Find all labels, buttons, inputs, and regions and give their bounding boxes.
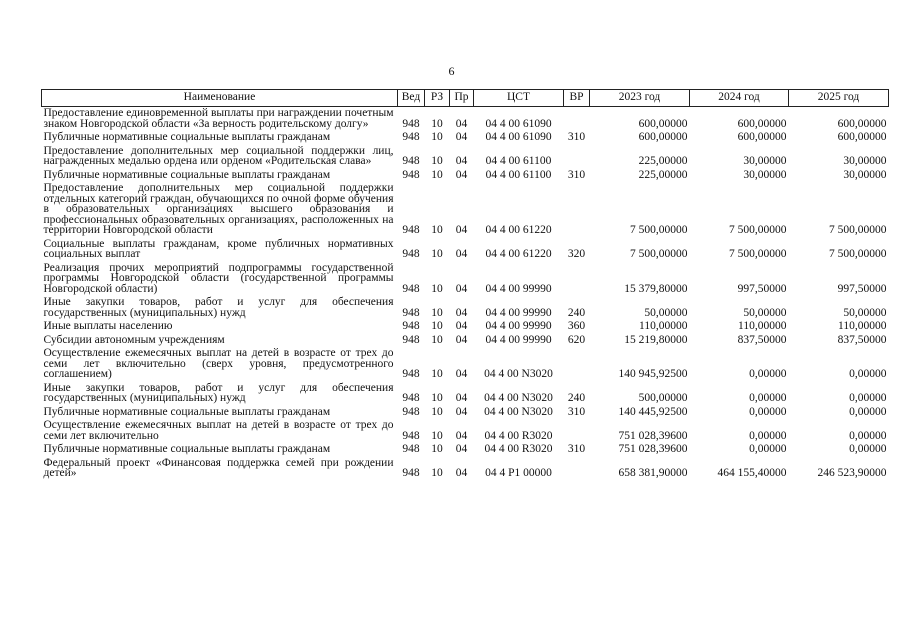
cell-y2024: 997,50000 (737, 282, 787, 295)
cell-cst: 04 4 00 N3020 (484, 368, 553, 380)
cell-cst: 04 4 00 99990 (485, 282, 552, 295)
cell-y2023: 600,00000 (638, 117, 688, 130)
cell-vr: 360 (567, 320, 586, 332)
cell-vr (564, 347, 590, 382)
cell-cst: 04 4 P1 00000 (485, 467, 552, 479)
cell-rz: 10 (431, 443, 443, 455)
cell-name: Иные закупки товаров, работ и услуг для обеспечения государственных (муниципальных) нужд (43, 381, 394, 404)
cell-name: Осуществление ежемесячных выплат на детей в возрасте от трех до семи лет включительно (43, 419, 394, 442)
cell-ved: 948 (402, 224, 420, 236)
cell-ved: 948 (402, 429, 420, 442)
cell-pr: 04 (455, 306, 468, 319)
header-rz: РЗ (425, 90, 450, 107)
cell-pr: 04 (455, 155, 468, 167)
cell-rz: 10 (431, 320, 443, 332)
cell-cst: 04 4 00 61100 (485, 155, 552, 167)
cell-y2023: 600,00000 (638, 131, 688, 143)
cell-rz: 10 (431, 117, 443, 130)
cell-y2025: 0,00000 (849, 405, 887, 418)
cell-rz: 10 (431, 131, 443, 143)
table-row (42, 406, 889, 420)
cell-cst: 04 4 00 99990 (485, 306, 552, 319)
cell-vr (564, 107, 590, 132)
cell-y2023: 658 381,90000 (618, 467, 688, 479)
table-row (42, 320, 889, 334)
header-cst: ЦСТ (474, 90, 564, 107)
cell-name: Субсидии автономным учреждениям (43, 333, 225, 346)
cell-name: Публичные нормативные социальные выплаты гражданам (43, 131, 331, 143)
header-2024: 2024 год (690, 90, 789, 107)
cell-pr: 04 (455, 467, 468, 479)
cell-y2023: 15 379,80000 (624, 282, 688, 295)
cell-y2023: 110,00000 (639, 320, 688, 332)
cell-ved: 948 (402, 306, 420, 319)
cell-y2025: 30,00000 (843, 155, 887, 167)
cell-y2025: 30,00000 (843, 168, 887, 181)
cell-name: Социальные выплаты гражданам, кроме публичных нормативных социальных выплат (43, 237, 394, 260)
cell-ved: 948 (402, 131, 420, 143)
cell-y2024: 837,50000 (737, 333, 787, 346)
cell-vr (564, 419, 590, 443)
cell-rz: 10 (431, 333, 443, 346)
cell-y2024: 0,00000 (749, 443, 787, 455)
cell-y2023: 500,00000 (638, 392, 688, 404)
table-row (42, 419, 889, 443)
cell-pr: 04 (455, 405, 468, 418)
header-2025: 2025 год (789, 90, 889, 107)
cell-y2023: 140 445,92500 (618, 405, 688, 418)
cell-ved: 948 (402, 392, 420, 404)
cell-pr: 04 (455, 392, 468, 404)
cell-y2024: 464 155,40000 (717, 467, 787, 479)
table-header-row (42, 90, 889, 107)
cell-y2024: 0,00000 (749, 429, 787, 442)
cell-ved: 948 (402, 405, 420, 418)
cell-rz: 10 (431, 168, 443, 181)
cell-vr: 310 (567, 405, 586, 418)
table-row (42, 145, 889, 169)
cell-vr: 310 (567, 443, 586, 455)
cell-ved: 948 (402, 443, 420, 455)
cell-pr: 04 (455, 368, 468, 380)
cell-rz: 10 (431, 306, 443, 319)
cell-vr (564, 457, 590, 481)
cell-vr (564, 262, 590, 297)
cell-y2024: 0,00000 (749, 405, 787, 418)
cell-rz: 10 (431, 392, 443, 404)
cell-y2024: 50,00000 (743, 306, 787, 319)
cell-rz: 10 (431, 429, 443, 442)
cell-pr: 04 (455, 117, 468, 130)
cell-y2023: 7 500,00000 (630, 224, 688, 236)
cell-pr: 04 (455, 429, 468, 442)
cell-vr: 310 (567, 131, 586, 143)
cell-ved: 948 (402, 248, 420, 260)
cell-pr: 04 (455, 282, 468, 295)
cell-y2023: 7 500,00000 (630, 248, 688, 260)
cell-y2025: 0,00000 (849, 429, 887, 442)
cell-pr: 04 (455, 168, 468, 181)
table-row (42, 131, 889, 145)
table-row (42, 296, 889, 320)
cell-name: Предоставление дополнительных мер социальной поддержки лиц, награжденных медалью ордена или орденом «Родительская слава» (43, 144, 394, 167)
cell-name: Осуществление ежемесячных выплат на детей в возрасте от трех до семи лет включительно (сверх уровня, предусмотренного соглашением) (43, 347, 394, 380)
cell-y2023: 225,00000 (638, 155, 688, 167)
table-row (42, 107, 889, 132)
cell-y2025: 0,00000 (849, 368, 887, 380)
cell-ved: 948 (402, 117, 420, 130)
cell-cst: 04 4 00 99990 (485, 333, 552, 346)
cell-y2023: 50,00000 (644, 306, 688, 319)
cell-y2025: 50,00000 (843, 306, 887, 319)
cell-vr: 620 (567, 333, 586, 346)
cell-ved: 948 (402, 467, 420, 479)
cell-rz: 10 (431, 248, 443, 260)
cell-vr: 240 (567, 392, 586, 404)
cell-y2025: 7 500,00000 (829, 248, 887, 260)
header-vr: ВР (564, 90, 590, 107)
cell-y2025: 600,00000 (837, 117, 887, 130)
cell-y2025: 7 500,00000 (829, 224, 887, 236)
cell-name: Иные выплаты населению (43, 320, 173, 332)
cell-y2024: 7 500,00000 (729, 224, 787, 236)
table-row (42, 382, 889, 406)
cell-rz: 10 (431, 155, 443, 167)
cell-rz: 10 (431, 282, 443, 295)
cell-name: Реализация прочих мероприятий подпрограммы государственной программы Новгородской области (государственной программы Новгородской области) (43, 261, 394, 295)
cell-name: Федеральный проект «Финансовая поддержка семей при рождении детей» (43, 456, 394, 479)
cell-y2023: 225,00000 (638, 168, 688, 181)
cell-y2024: 7 500,00000 (729, 248, 787, 260)
cell-y2024: 30,00000 (743, 168, 787, 181)
cell-vr: 320 (567, 248, 586, 260)
cell-name: Предоставление дополнительных мер социальной поддержки отдельных категорий граждан, обучающихся по очной форме обучения в образовательных организациях высшего образования и профессиональных образовательных организациях, расположенных на территории Новгородской области (43, 182, 394, 236)
table-row (42, 169, 889, 183)
cell-vr: 240 (567, 306, 586, 319)
cell-cst: 04 4 00 61220 (485, 224, 552, 236)
cell-cst: 04 4 00 99990 (485, 320, 552, 332)
cell-rz: 10 (431, 368, 443, 380)
cell-name: Иные закупки товаров, работ и услуг для обеспечения государственных (муниципальных) нужд (43, 296, 394, 319)
cell-y2025: 246 523,90000 (817, 467, 887, 479)
table-row (42, 457, 889, 481)
cell-cst: 04 4 00 N3020 (484, 392, 553, 404)
cell-ved: 948 (402, 168, 420, 181)
cell-ved: 948 (402, 282, 420, 295)
table-row (42, 347, 889, 382)
cell-y2024: 0,00000 (749, 368, 787, 380)
cell-y2025: 997,50000 (837, 282, 887, 295)
cell-cst: 04 4 00 61090 (485, 117, 552, 130)
cell-y2024: 600,00000 (737, 131, 787, 143)
cell-vr (564, 145, 590, 169)
table-row (42, 262, 889, 297)
cell-ved: 948 (402, 155, 420, 167)
table-row (42, 238, 889, 262)
cell-vr: 310 (567, 168, 586, 181)
cell-name: Предоставление единовременной выплаты при награждении почетным знаком Новгородской области «За верность родительскому долгу» (43, 107, 394, 130)
cell-cst: 04 4 00 61100 (485, 168, 552, 181)
cell-y2025: 0,00000 (849, 443, 887, 455)
cell-cst: 04 4 00 61090 (485, 131, 552, 143)
cell-y2024: 110,00000 (738, 320, 787, 332)
cell-ved: 948 (402, 333, 420, 346)
cell-cst: 04 4 00 R3020 (484, 443, 553, 455)
cell-pr: 04 (455, 320, 468, 332)
cell-rz: 10 (431, 405, 443, 418)
table-row (42, 334, 889, 348)
cell-y2025: 600,00000 (837, 131, 887, 143)
cell-name: Публичные нормативные социальные выплаты гражданам (43, 405, 331, 418)
cell-y2023: 140 945,92500 (618, 368, 688, 380)
cell-y2025: 837,50000 (837, 333, 887, 346)
cell-cst: 04 4 00 61220 (485, 248, 552, 260)
header-pr: Пр (450, 90, 474, 107)
budget-table (41, 89, 889, 481)
cell-y2023: 15 219,80000 (624, 333, 688, 346)
table-row (42, 182, 889, 238)
cell-pr: 04 (455, 131, 468, 143)
cell-y2025: 110,00000 (838, 320, 887, 332)
header-2023: 2023 год (590, 90, 690, 107)
cell-rz: 10 (431, 224, 443, 236)
page-number: 6 (448, 64, 455, 78)
cell-pr: 04 (455, 443, 468, 455)
header-ved: Вед (398, 90, 425, 107)
cell-vr (564, 182, 590, 238)
cell-ved: 948 (402, 320, 420, 332)
cell-name: Публичные нормативные социальные выплаты гражданам (43, 443, 331, 455)
cell-pr: 04 (455, 248, 468, 260)
cell-y2024: 0,00000 (749, 392, 787, 404)
cell-pr: 04 (455, 224, 468, 236)
cell-pr: 04 (455, 333, 468, 346)
header-name: Наименование (42, 90, 398, 107)
cell-cst: 04 4 00 N3020 (484, 405, 553, 418)
cell-y2023: 751 028,39600 (618, 429, 688, 442)
cell-name: Публичные нормативные социальные выплаты гражданам (43, 168, 331, 181)
cell-y2024: 600,00000 (737, 117, 787, 130)
cell-y2024: 30,00000 (743, 155, 787, 167)
cell-ved: 948 (402, 368, 420, 380)
cell-cst: 04 4 00 R3020 (484, 429, 553, 442)
cell-y2023: 751 028,39600 (618, 443, 688, 455)
table-row (42, 443, 889, 457)
table-body (42, 107, 889, 481)
cell-y2025: 0,00000 (849, 392, 887, 404)
cell-rz: 10 (431, 467, 443, 479)
